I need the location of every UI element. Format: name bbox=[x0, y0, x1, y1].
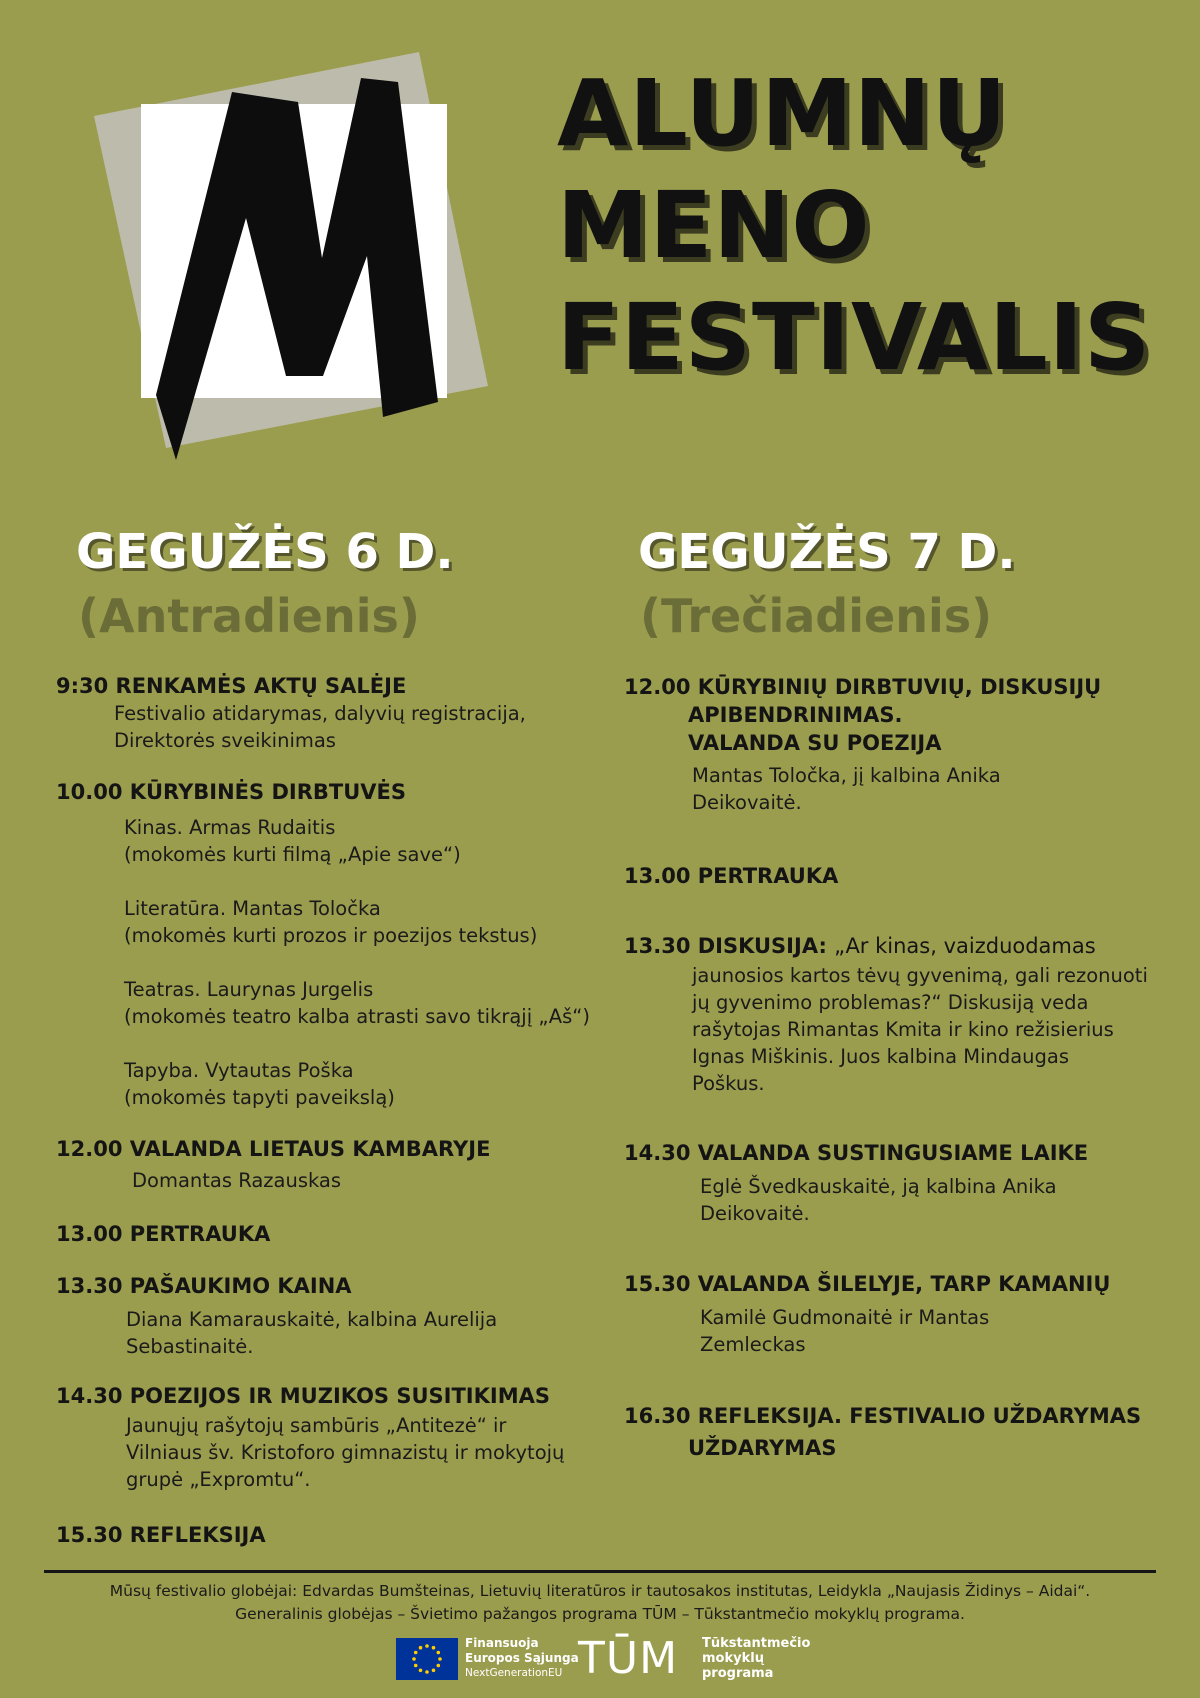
event-description-line: Kinas. Armas Rudaitis bbox=[124, 816, 336, 839]
day-2-event bbox=[624, 1139, 1088, 1227]
footer-sponsors: Mūsų festivalio globėjai: Edvardas Bumšteinas, Lietuvių literatūros ir tautosakos institutas, Leidykla „Naujasis Židinys – Aidai“. bbox=[109, 1582, 1091, 1600]
event-title-line: 16.30 REFLEKSIJA. FESTIVALIO UŽDARYMAS bbox=[624, 1404, 1142, 1428]
day-1-weekday: (Antradienis) bbox=[78, 589, 420, 643]
day-2-event bbox=[624, 673, 1101, 816]
event-description-line: (mokomės teatro kalba atrasti savo tikrąjį „Aš“) bbox=[124, 1005, 591, 1028]
event-time-title bbox=[624, 673, 1101, 757]
event-description-line: Tapyba. Vytautas Poška bbox=[124, 1059, 354, 1082]
event-description-line: Vilniaus šv. Kristoforo gimnazistų ir mokytojų bbox=[126, 1441, 565, 1464]
day-1-event bbox=[56, 778, 590, 1111]
event-description-line: jų gyvenimo problemas?“ Diskusiją veda bbox=[692, 991, 1089, 1014]
day-2-title: GEGUŽĖS 7 D. bbox=[638, 524, 1016, 580]
event-description-line: Domantas Razauskas bbox=[132, 1169, 342, 1192]
day-1-event bbox=[56, 672, 526, 754]
event-description-line: Ignas Miškinis. Juos kalbina Mindaugas bbox=[692, 1045, 1070, 1068]
event-description-line: (mokomės kurti filmą „Apie save“) bbox=[124, 843, 461, 866]
event-title-line: 13.30 DISKUSIJA: bbox=[624, 934, 827, 958]
day-2-event bbox=[624, 1400, 1141, 1464]
event-description-line: Sebastinaitė. bbox=[126, 1335, 254, 1358]
event-time-title: 14.30 POEZIJOS IR MUZIKOS SUSITIKIMAS bbox=[56, 1384, 550, 1408]
event-time-title bbox=[624, 1400, 1141, 1464]
event-description-line: Deikovaitė. bbox=[692, 791, 802, 814]
eu-funding-text: Finansuoja Europos Sąjunga NextGenerationEU bbox=[465, 1636, 579, 1679]
day-1-event bbox=[56, 1220, 270, 1248]
festival-title-line-2: MENO bbox=[557, 172, 871, 279]
event-title-tail: „Ar kinas, vaizduodamas bbox=[834, 934, 1096, 958]
event-description-line: Teatras. Laurynas Jurgelis bbox=[124, 978, 374, 1001]
event-time-title: 12.00 VALANDA LIETAUS KAMBARYJE bbox=[56, 1137, 491, 1161]
event-description-line: Diana Kamarauskaitė, kalbina Aurelija bbox=[126, 1308, 498, 1331]
event-description-line: Jaunųjų rašytojų sambūris „Antitezė“ ir bbox=[126, 1414, 507, 1437]
eu-flag-icon bbox=[396, 1638, 458, 1680]
event-description-line: Direktorės sveikinimas bbox=[114, 729, 336, 752]
festival-title-line-3: FESTIVALIS bbox=[557, 284, 1152, 391]
event-time-title: 13.00 PERTRAUKA bbox=[624, 864, 839, 888]
day-1-title: GEGUŽĖS 6 D. bbox=[76, 524, 454, 580]
event-description-line: Literatūra. Mantas Toločka bbox=[124, 897, 381, 920]
footer-divider bbox=[44, 1570, 1156, 1573]
event-time-title: 15.30 VALANDA ŠILELYJE, TARP KAMANIŲ bbox=[624, 1272, 1111, 1296]
event-description-line: Kamilė Gudmonaitė ir Mantas bbox=[700, 1306, 990, 1329]
event-description-line: Deikovaitė. bbox=[700, 1202, 810, 1225]
festival-m-logo bbox=[86, 50, 536, 500]
event-time-title: 13.00 PERTRAUKA bbox=[56, 1222, 271, 1246]
day-2-weekday: (Trečiadienis) bbox=[640, 589, 993, 643]
event-time-title: 13.30 PAŠAUKIMO KAINA bbox=[56, 1274, 352, 1298]
tum-logo: TŪM bbox=[578, 1633, 679, 1684]
event-description-line: Mantas Toločka, jį kalbina Anika bbox=[692, 764, 1001, 787]
event-description-line: Eglė Švedkauskaitė, ją kalbina Anika bbox=[700, 1175, 1057, 1198]
event-title-line: 12.00 KŪRYBINIŲ DIRBTUVIŲ, DISKUSIJŲ bbox=[624, 675, 1102, 699]
day-2-event bbox=[624, 1270, 1110, 1358]
day-2-event bbox=[624, 862, 838, 890]
footer-general-sponsor: Generalinis globėjas – Švietimo pažangos programa TŪM – Tūkstantmečio mokyklų programa. bbox=[235, 1605, 965, 1623]
tum-program-text: Tūkstantmečio mokyklų programa bbox=[702, 1636, 811, 1681]
event-description-line: Poškus. bbox=[692, 1072, 765, 1095]
event-description-line: rašytojas Rimantas Kmita ir kino režisierius bbox=[692, 1018, 1114, 1041]
event-time-title bbox=[624, 932, 1148, 960]
event-time-title: 9:30 RENKAMĖS AKTŲ SALĖJE bbox=[56, 674, 407, 698]
festival-title-line-1: ALUMNŲ bbox=[557, 60, 1008, 167]
event-description-line: Festivalio atidarymas, dalyvių registracija, bbox=[114, 702, 526, 725]
event-title-line: APIBENDRINIMAS. bbox=[688, 703, 903, 727]
event-description-line: grupė „Expromtu“. bbox=[126, 1468, 311, 1491]
day-1-event bbox=[56, 1135, 490, 1194]
day-2-event bbox=[624, 932, 1148, 1097]
event-description-line: (mokomės kurti prozos ir poezijos tekstus) bbox=[124, 924, 538, 947]
event-time-title: 14.30 VALANDA SUSTINGUSIAME LAIKE bbox=[624, 1141, 1089, 1165]
event-title-line: UŽDARYMAS bbox=[688, 1436, 837, 1460]
day-1-event bbox=[56, 1382, 564, 1493]
event-time-title: 10.00 KŪRYBINĖS DIRBTUVĖS bbox=[56, 780, 406, 804]
event-description-line: (mokomės tapyti paveikslą) bbox=[124, 1086, 395, 1109]
event-description-line: Zemleckas bbox=[700, 1333, 806, 1356]
day-1-event bbox=[56, 1521, 266, 1549]
event-title-line: VALANDA SU POEZIJA bbox=[688, 731, 942, 755]
event-description-line: jaunosios kartos tėvų gyvenimą, gali rezonuoti bbox=[692, 964, 1148, 987]
day-1-event bbox=[56, 1272, 497, 1360]
event-time-title: 15.30 REFLEKSIJA bbox=[56, 1523, 266, 1547]
